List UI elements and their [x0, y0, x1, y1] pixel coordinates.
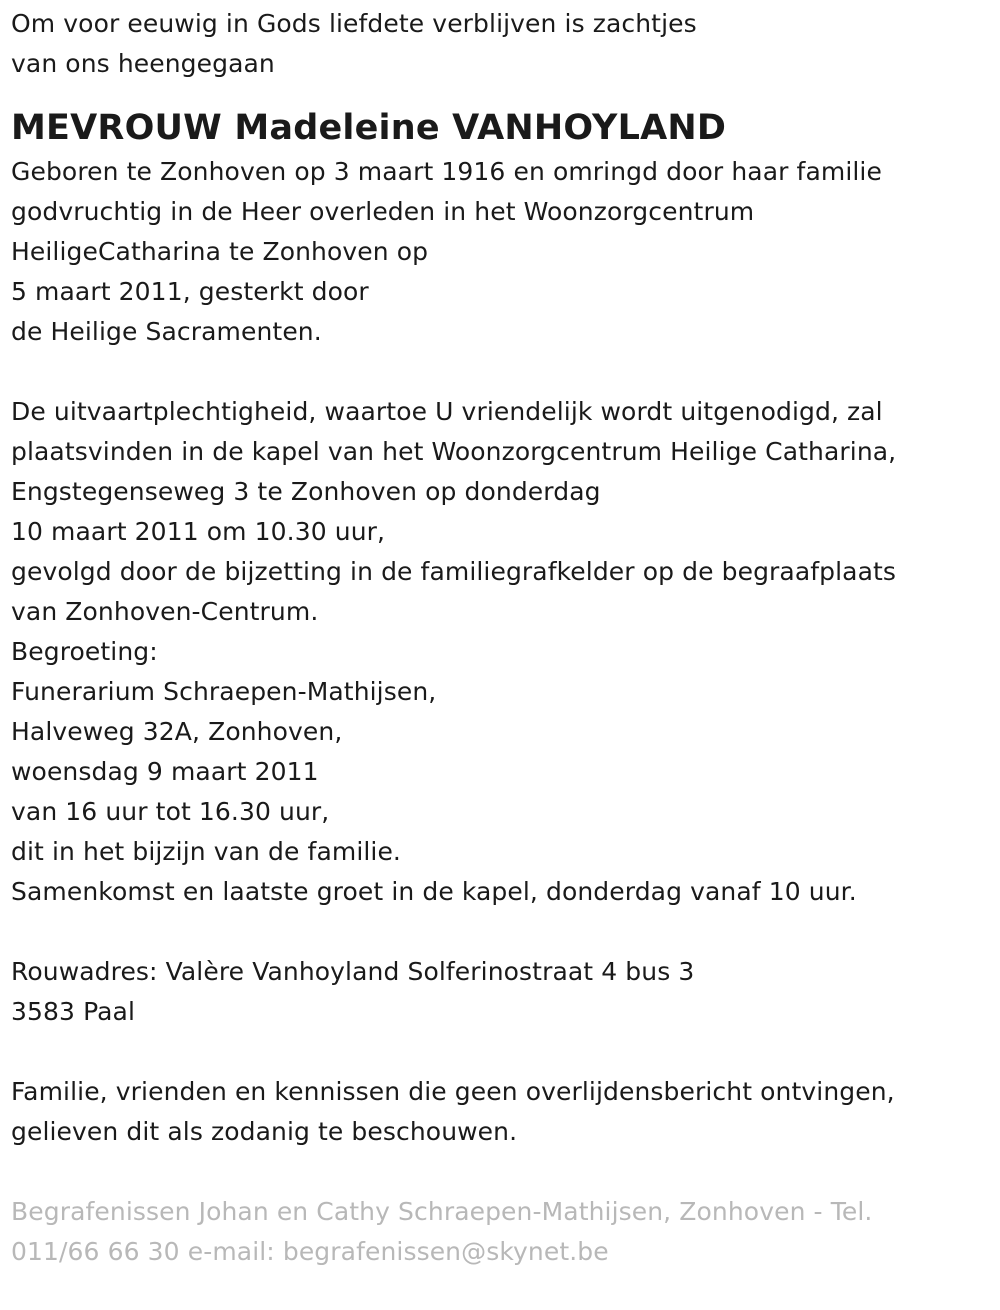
funeral-line: Funerarium Schraepen-Mathijsen, — [11, 677, 437, 706]
funeral-line: dit in het bijzijn van de familie. — [11, 837, 401, 866]
birth-death-line: de Heilige Sacramenten. — [11, 317, 322, 346]
birth-death-line: 5 maart 2011, gesterkt door — [11, 277, 369, 306]
footer-line: Begrafenissen Johan en Cathy Schraepen-Mathijsen, Zonhoven - Tel. — [11, 1197, 873, 1226]
funeral-line: woensdag 9 maart 2011 — [11, 757, 319, 786]
funeral-line: Halveweg 32A, Zonhoven, — [11, 717, 343, 746]
funeral-line: gevolgd door de bijzetting in de familiegrafkelder op de begraafplaats — [11, 557, 897, 586]
intro-line: van ons heengegaan — [11, 49, 275, 78]
birth-death-line: godvruchtig in de Heer overleden in het Woonzorgcentrum — [11, 197, 755, 226]
birth-death-section — [11, 152, 991, 352]
funeral-line: Samenkomst en laatste groet in de kapel, donderdag vanaf 10 uur. — [11, 877, 857, 906]
deceased-name: MEVROUW Madeleine VANHOYLAND — [11, 108, 727, 148]
funeral-line: van Zonhoven-Centrum. — [11, 597, 319, 626]
funeral-section — [11, 392, 991, 912]
notice-line: gelieven dit als zodanig te beschouwen. — [11, 1117, 518, 1146]
spacer — [11, 912, 991, 952]
birth-death-line: HeiligeCatharina te Zonhoven op — [11, 237, 429, 266]
spacer — [11, 352, 991, 392]
funeral-line: Engstegenseweg 3 te Zonhoven op donderdag — [11, 477, 601, 506]
birth-death-line: Geboren te Zonhoven op 3 maart 1916 en omringd door haar familie — [11, 157, 882, 186]
address-line: Rouwadres: Valère Vanhoyland Solferinostraat 4 bus 3 — [11, 957, 695, 986]
funeral-line: van 16 uur tot 16.30 uur, — [11, 797, 330, 826]
notice-section — [11, 1072, 991, 1152]
notice-line: Familie, vrienden en kennissen die geen overlijdensbericht ontvingen, — [11, 1077, 895, 1106]
funeral-line: plaatsvinden in de kapel van het Woonzorgcentrum Heilige Catharina, — [11, 437, 897, 466]
funeral-line: De uitvaartplechtigheid, waartoe U vriendelijk wordt uitgenodigd, zal — [11, 397, 883, 426]
obituary-document — [11, 4, 991, 1272]
intro-line: Om voor eeuwig in Gods liefdete verblijven is zachtjes — [11, 9, 697, 38]
funeral-line: 10 maart 2011 om 10.30 uur, — [11, 517, 386, 546]
footer-line: 011/66 66 30 e-mail: begrafenissen@skynet.be — [11, 1237, 609, 1266]
funeral-home-footer — [11, 1192, 991, 1272]
spacer — [11, 1032, 991, 1072]
spacer — [11, 1152, 991, 1192]
intro-section — [11, 4, 991, 84]
address-line: 3583 Paal — [11, 997, 136, 1026]
funeral-line: Begroeting: — [11, 637, 158, 666]
address-section — [11, 952, 991, 1032]
